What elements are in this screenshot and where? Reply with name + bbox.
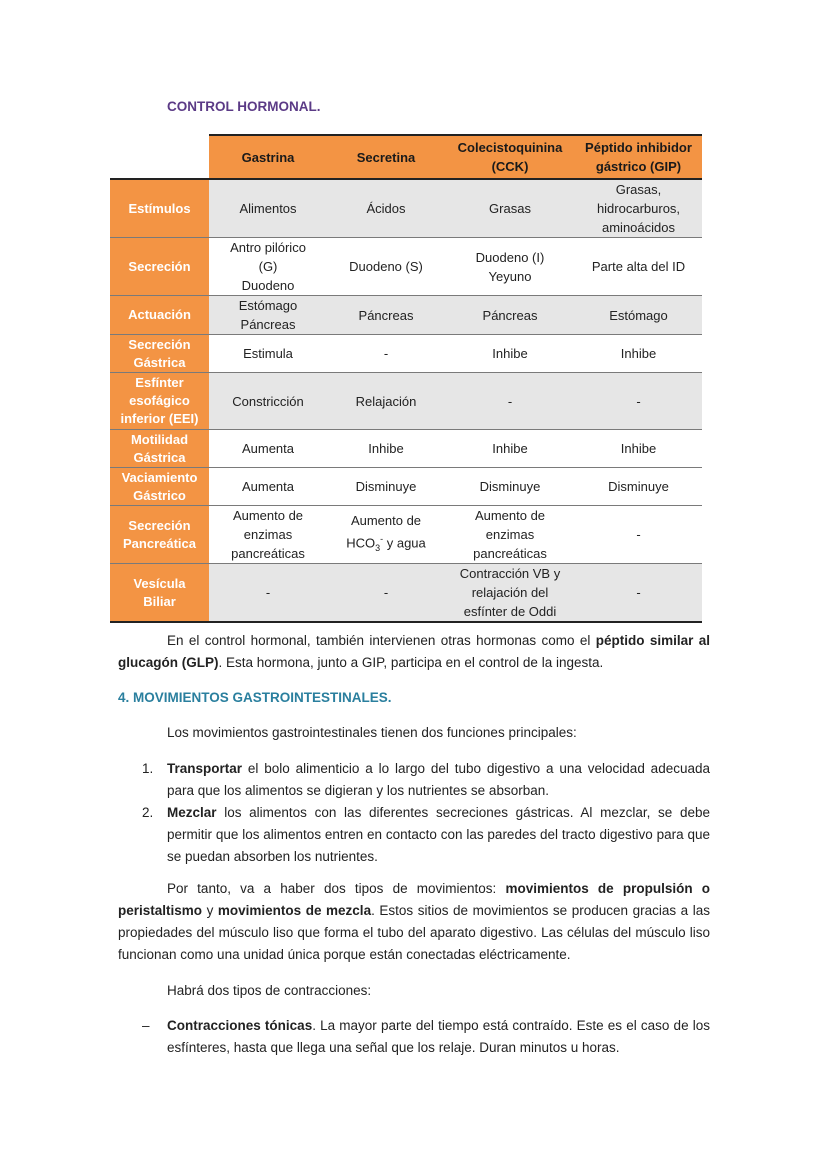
table-cell: Disminuye bbox=[575, 468, 702, 506]
table-cell: Aumento de $HCO_3^-$ y agua bbox=[327, 506, 445, 564]
table-cell: Inhibe bbox=[575, 335, 702, 373]
row-header: Motilidad Gástrica bbox=[110, 430, 209, 468]
list-item: 2. Mezclar los alimentos con las diferentes secreciones gástricas. Al mezclar, se debe permitir que los alimentos entren en contacto con las paredes del tracto digestivo para que se puedan absorben los nutrientes. bbox=[142, 805, 710, 864]
row-header: Secreción bbox=[110, 238, 209, 296]
table-cell: Grasas bbox=[445, 179, 575, 238]
table-cell: - bbox=[209, 564, 327, 623]
contractions-list bbox=[118, 1015, 710, 1059]
table-cell: Aumenta bbox=[209, 430, 327, 468]
table-cell: Inhibe bbox=[445, 430, 575, 468]
table-cell: Inhibe bbox=[575, 430, 702, 468]
table-cell: Relajación bbox=[327, 373, 445, 430]
column-header: Péptido inhibidor gástrico (GIP) bbox=[575, 135, 702, 179]
row-header: Secreción Gástrica bbox=[110, 335, 209, 373]
row-header: Vesícula Biliar bbox=[110, 564, 209, 623]
table-cell: Duodeno (I) Yeyuno bbox=[445, 238, 575, 296]
paragraph-contractions: Habrá dos tipos de contracciones: bbox=[167, 983, 372, 998]
table-row bbox=[110, 296, 702, 335]
list-item: – Contracciones tónicas. La mayor parte del tiempo está contraído. Este es el caso de los esfínteres, hasta que llega una señal que los relaje. Duran minutos u horas. bbox=[142, 1018, 710, 1055]
row-header: Esfínter esofágico inferior (EEI) bbox=[110, 373, 209, 430]
paragraph-glp: En el control hormonal, también intervienen otras hormonas como el péptido similar al glucagón (GLP). Esta hormona, junto a GIP, participa en el control de la ingesta. bbox=[118, 633, 710, 670]
table-cell: Estómago Páncreas bbox=[209, 296, 327, 335]
table-cell: Estimula bbox=[209, 335, 327, 373]
table-cell: Parte alta del ID bbox=[575, 238, 702, 296]
table-cell: - bbox=[575, 564, 702, 623]
column-header: Secretina bbox=[327, 135, 445, 179]
table-cell: Constricción bbox=[209, 373, 327, 430]
column-header: Colecistoquinina (CCK) bbox=[445, 135, 575, 179]
table-row bbox=[110, 238, 702, 296]
table-cell: Páncreas bbox=[445, 296, 575, 335]
table-row bbox=[110, 179, 702, 238]
section-heading-control: CONTROL HORMONAL. bbox=[167, 99, 321, 114]
row-header: Estímulos bbox=[110, 179, 209, 238]
table-row bbox=[110, 335, 702, 373]
table-corner bbox=[110, 135, 209, 179]
table-cell: - bbox=[327, 335, 445, 373]
table-row bbox=[110, 430, 702, 468]
table-cell: Aumenta bbox=[209, 468, 327, 506]
table-cell: - bbox=[575, 506, 702, 564]
list-item: 1. Transportar el bolo alimenticio a lo largo del tubo digestivo a una velocidad adecuada para que los alimentos se digieran y los nutrientes se absorban. bbox=[142, 761, 710, 798]
table-row bbox=[110, 373, 702, 430]
column-header: Gastrina bbox=[209, 135, 327, 179]
paragraph-functions: Los movimientos gastrointestinales tienen dos funciones principales: bbox=[167, 725, 577, 740]
table-cell: Páncreas bbox=[327, 296, 445, 335]
table-cell: - bbox=[327, 564, 445, 623]
functions-list bbox=[118, 758, 710, 868]
table-cell: Aumento de enzimas pancreáticas bbox=[445, 506, 575, 564]
table-row bbox=[110, 564, 702, 623]
table-cell: Duodeno (S) bbox=[327, 238, 445, 296]
hormone-table bbox=[110, 134, 702, 623]
table-cell: Ácidos bbox=[327, 179, 445, 238]
row-header: Vaciamiento Gástrico bbox=[110, 468, 209, 506]
table-cell: Inhibe bbox=[327, 430, 445, 468]
table-cell: Estómago bbox=[575, 296, 702, 335]
row-header: Secreción Pancreática bbox=[110, 506, 209, 564]
table-cell: - bbox=[445, 373, 575, 430]
table-cell: Antro pilórico (G) Duodeno bbox=[209, 238, 327, 296]
table-cell: Aumento de enzimas pancreáticas bbox=[209, 506, 327, 564]
table-cell: Contracción VB y relajación del esfínter de Oddi bbox=[445, 564, 575, 623]
paragraph-movement-types: Por tanto, va a haber dos tipos de movimientos: movimientos de propulsión o peristaltismo y movimientos de mezcla. Estos sitios de movimientos se producen gracias a las propiedades del músculo liso que forma el tubo del aparato digestivo. Las células del músculo liso funcionan como una unidad única porque están conectadas eléctricamente. bbox=[118, 881, 710, 962]
table-cell: Disminuye bbox=[327, 468, 445, 506]
table-cell: - bbox=[575, 373, 702, 430]
section-heading-movements: 4. MOVIMIENTOS GASTROINTESTINALES. bbox=[118, 690, 392, 705]
table-row bbox=[110, 506, 702, 564]
table-row bbox=[110, 468, 702, 506]
row-header: Actuación bbox=[110, 296, 209, 335]
table-cell: Disminuye bbox=[445, 468, 575, 506]
table-cell: Inhibe bbox=[445, 335, 575, 373]
table-cell: Grasas, hidrocarburos, aminoácidos bbox=[575, 179, 702, 238]
table-cell: Alimentos bbox=[209, 179, 327, 238]
